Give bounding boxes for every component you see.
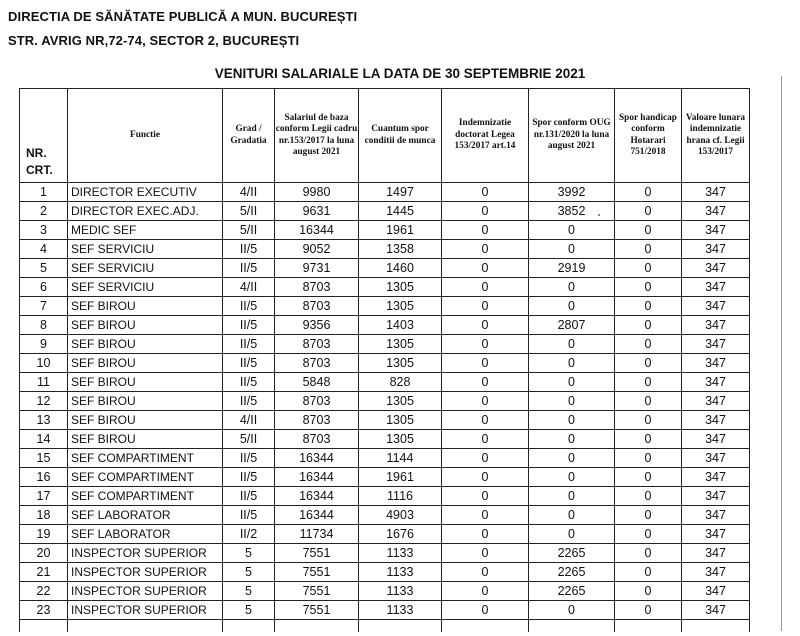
cell-nr: 13 [20,411,68,430]
cell-spor-oug: 0 [529,240,615,259]
cell-spor-conditii: 1305 [359,354,442,373]
cell-salariu: 7551 [275,601,359,620]
cell-spor-conditii: 1305 [359,335,442,354]
table-row [20,487,750,506]
cell-nr: 20 [20,544,68,563]
salary-table-container [19,88,749,632]
cell-salariu: 8703 [275,278,359,297]
cell-spor-oug: 2807 [529,316,615,335]
table-row [20,221,750,240]
cell-spor-conditii: 1305 [359,430,442,449]
cell-spor-handicap: 0 [615,297,682,316]
cell-hrana: 347 [682,259,750,278]
cell-hrana: 347 [682,430,750,449]
table-row [20,392,750,411]
cutoff-cell [682,620,750,633]
cell-spor-conditii: 1961 [359,468,442,487]
cutoff-cell [529,620,615,633]
cell-functie: INSPECTOR SUPERIOR [68,563,223,582]
cell-grad: II/5 [223,354,275,373]
header-indemnizatie-doctorat: Indemnizatie doctorat Legea 153/2017 art.14 [442,89,529,183]
cell-hrana: 347 [682,335,750,354]
cell-indemnizatie: 0 [442,601,529,620]
cell-spor-oug: 3992 [529,183,615,202]
cell-indemnizatie: 0 [442,183,529,202]
cell-nr: 12 [20,392,68,411]
cell-grad: II/5 [223,240,275,259]
cutoff-cell [20,620,68,633]
cell-spor-oug: 0 [529,278,615,297]
cell-nr: 10 [20,354,68,373]
cell-salariu: 5848 [275,373,359,392]
cell-functie: SEF BIROU [68,373,223,392]
cell-indemnizatie: 0 [442,240,529,259]
cell-salariu: 8703 [275,335,359,354]
cell-functie: DIRECTOR EXECUTIV [68,183,223,202]
cell-indemnizatie: 0 [442,506,529,525]
cell-functie: DIRECTOR EXEC.ADJ. [68,202,223,221]
cell-spor-oug: 0 [529,335,615,354]
cell-grad: 5 [223,601,275,620]
cell-nr: 7 [20,297,68,316]
cutoff-cell [68,620,223,633]
cell-spor-conditii: 1116 [359,487,442,506]
cell-hrana: 347 [682,392,750,411]
cell-functie: SEF BIROU [68,297,223,316]
cell-spor-conditii: 1358 [359,240,442,259]
cell-salariu: 16344 [275,221,359,240]
cell-hrana: 347 [682,183,750,202]
cell-grad: 5/II [223,202,275,221]
cell-spor-oug: 0 [529,297,615,316]
cell-hrana: 347 [682,487,750,506]
cell-spor-conditii: 1961 [359,221,442,240]
cell-hrana: 347 [682,297,750,316]
table-row [20,240,750,259]
cell-hrana: 347 [682,240,750,259]
cell-spor-handicap: 0 [615,354,682,373]
cell-indemnizatie: 0 [442,544,529,563]
cell-functie: SEF BIROU [68,430,223,449]
cell-spor-handicap: 0 [615,221,682,240]
cell-indemnizatie: 0 [442,563,529,582]
cell-spor-handicap: 0 [615,278,682,297]
cell-functie: SEF BIROU [68,392,223,411]
cell-indemnizatie: 0 [442,278,529,297]
cell-spor-handicap: 0 [615,373,682,392]
cell-hrana: 347 [682,506,750,525]
cell-indemnizatie: 0 [442,373,529,392]
cell-functie: SEF LABORATOR [68,506,223,525]
institution-address: STR. AVRIG NR,72-74, SECTOR 2, BUCUREȘTI [8,33,300,48]
cell-spor-conditii: 1403 [359,316,442,335]
table-row [20,259,750,278]
cutoff-cell [359,620,442,633]
cell-spor-conditii: 1133 [359,582,442,601]
cell-salariu: 9980 [275,183,359,202]
cell-nr: 18 [20,506,68,525]
cell-hrana: 347 [682,449,750,468]
header-functie: Functie [68,89,223,183]
cell-spor-handicap: 0 [615,468,682,487]
cell-grad: 5 [223,563,275,582]
table-row [20,601,750,620]
table-row [20,468,750,487]
cell-nr: 1 [20,183,68,202]
cell-functie: SEF SERVICIU [68,240,223,259]
cell-functie: SEF BIROU [68,354,223,373]
cell-spor-conditii: 1305 [359,411,442,430]
cell-grad: II/5 [223,335,275,354]
cell-spor-conditii: 1497 [359,183,442,202]
table-row [20,430,750,449]
table-row [20,354,750,373]
cell-functie: SEF COMPARTIMENT [68,449,223,468]
table-body [20,183,750,633]
cell-salariu: 9731 [275,259,359,278]
cell-salariu: 9631 [275,202,359,221]
cell-spor-oug: 0 [529,525,615,544]
institution-name: DIRECTIA DE SĂNĂTATE PUBLICĂ A MUN. BUCUREȘTI [8,9,358,24]
cell-spor-handicap: 0 [615,335,682,354]
header-spor-handicap: Spor handicap conform Hotarari 751/2018 [615,89,682,183]
cell-salariu: 7551 [275,544,359,563]
cell-spor-oug: 2265 [529,563,615,582]
cutoff-cell [615,620,682,633]
cell-hrana: 347 [682,563,750,582]
cell-indemnizatie: 0 [442,259,529,278]
cell-indemnizatie: 0 [442,582,529,601]
table-row [20,411,750,430]
cell-grad: 4/II [223,278,275,297]
cell-spor-handicap: 0 [615,183,682,202]
cell-indemnizatie: 0 [442,316,529,335]
cell-spor-handicap: 0 [615,259,682,278]
cell-grad: 5/II [223,221,275,240]
table-row [20,506,750,525]
table-row [20,582,750,601]
header-spor-conditii: Cuantum spor conditii de munca [359,89,442,183]
cell-grad: 4/II [223,411,275,430]
cell-spor-oug: 0 [529,468,615,487]
cell-spor-conditii: 1144 [359,449,442,468]
cell-salariu: 8703 [275,392,359,411]
cell-nr: 17 [20,487,68,506]
table-row [20,183,750,202]
table-row [20,297,750,316]
cell-spor-handicap: 0 [615,487,682,506]
cell-nr: 16 [20,468,68,487]
cell-indemnizatie: 0 [442,468,529,487]
cell-salariu: 7551 [275,582,359,601]
cell-functie: SEF LABORATOR [68,525,223,544]
cell-indemnizatie: 0 [442,430,529,449]
cell-salariu: 8703 [275,430,359,449]
cell-spor-handicap: 0 [615,411,682,430]
cell-salariu: 9356 [275,316,359,335]
cell-salariu: 8703 [275,297,359,316]
cell-spor-conditii: 1460 [359,259,442,278]
cell-nr: 4 [20,240,68,259]
cell-spor-conditii: 1445 [359,202,442,221]
cell-indemnizatie: 0 [442,221,529,240]
cell-hrana: 347 [682,468,750,487]
scan-edge-line [781,76,782,631]
table-row [20,316,750,335]
cell-salariu: 16344 [275,506,359,525]
cutoff-cell [223,620,275,633]
cell-spor-conditii: 1305 [359,392,442,411]
cell-nr: 23 [20,601,68,620]
cell-grad: II/5 [223,487,275,506]
cell-spor-oug: 2265 [529,582,615,601]
cell-spor-oug: 0 [529,449,615,468]
cell-grad: 4/II [223,183,275,202]
cell-nr: 6 [20,278,68,297]
cell-indemnizatie: 0 [442,392,529,411]
cell-spor-conditii: 1676 [359,525,442,544]
table-row-cutoff [20,620,750,633]
cell-functie: SEF COMPARTIMENT [68,468,223,487]
cell-salariu: 16344 [275,468,359,487]
table-row [20,563,750,582]
cell-spor-oug: 0 [529,601,615,620]
cell-grad: II/5 [223,506,275,525]
cell-grad: II/5 [223,259,275,278]
cell-indemnizatie: 0 [442,449,529,468]
header-nr-crt: NR. CRT. [20,89,68,183]
table-row [20,544,750,563]
cell-spor-oug: 0 [529,487,615,506]
cell-functie: SEF SERVICIU [68,278,223,297]
cell-grad: II/5 [223,449,275,468]
cell-spor-oug: 0 [529,411,615,430]
cell-spor-oug: 2265 [529,544,615,563]
cell-spor-oug: 0 [529,354,615,373]
cell-grad: II/5 [223,468,275,487]
table-row [20,449,750,468]
cell-nr: 21 [20,563,68,582]
cell-spor-oug: 0 [529,430,615,449]
cell-functie: SEF COMPARTIMENT [68,487,223,506]
header-grad: Grad / Gradatia [223,89,275,183]
cell-spor-handicap: 0 [615,392,682,411]
cell-functie: SEF BIROU [68,411,223,430]
cell-spor-handicap: 0 [615,430,682,449]
cell-grad: 5 [223,582,275,601]
cell-salariu: 8703 [275,354,359,373]
cell-spor-handicap: 0 [615,582,682,601]
cell-salariu: 16344 [275,487,359,506]
cell-hrana: 347 [682,202,750,221]
cell-spor-conditii: 1305 [359,278,442,297]
cell-hrana: 347 [682,582,750,601]
header-indemnizatie-hrana: Valoare lunara indemnizatie hrana cf. Legii 153/2017 [682,89,750,183]
cell-functie: INSPECTOR SUPERIOR [68,601,223,620]
cutoff-cell [442,620,529,633]
cell-spor-oug: 0 [529,392,615,411]
cell-spor-oug: 0 [529,373,615,392]
cell-spor-oug: 0 [529,221,615,240]
cell-nr: 11 [20,373,68,392]
cell-nr: 3 [20,221,68,240]
header-spor-oug: Spor conform OUG nr.131/2020 la luna august 2021 [529,89,615,183]
cell-spor-conditii: 1133 [359,544,442,563]
cell-salariu: 16344 [275,449,359,468]
cell-hrana: 347 [682,316,750,335]
cell-nr: 9 [20,335,68,354]
cell-hrana: 347 [682,278,750,297]
cell-spor-handicap: 0 [615,506,682,525]
cell-grad: II/5 [223,373,275,392]
cell-hrana: 347 [682,354,750,373]
table-row [20,373,750,392]
cutoff-cell [275,620,359,633]
cell-salariu: 11734 [275,525,359,544]
cell-nr: 8 [20,316,68,335]
cell-spor-conditii: 1133 [359,601,442,620]
cell-spor-handicap: 0 [615,544,682,563]
cell-spor-handicap: 0 [615,563,682,582]
cell-indemnizatie: 0 [442,411,529,430]
cell-functie: SEF SERVICIU [68,259,223,278]
cell-spor-handicap: 0 [615,202,682,221]
cell-functie: INSPECTOR SUPERIOR [68,544,223,563]
cell-salariu: 7551 [275,563,359,582]
cell-indemnizatie: 0 [442,354,529,373]
cell-hrana: 347 [682,544,750,563]
cell-functie: INSPECTOR SUPERIOR [68,582,223,601]
table-row [20,525,750,544]
cell-grad: 5/II [223,430,275,449]
cell-hrana: 347 [682,221,750,240]
cell-nr: 15 [20,449,68,468]
cell-spor-conditii: 828 [359,373,442,392]
cell-spor-oug: 0 [529,506,615,525]
cell-functie: SEF BIROU [68,316,223,335]
cell-nr: 5 [20,259,68,278]
cell-hrana: 347 [682,525,750,544]
cell-functie: SEF BIROU [68,335,223,354]
cell-indemnizatie: 0 [442,335,529,354]
document-title: VENITURI SALARIALE LA DATA DE 30 SEPTEMBRIE 2021 [214,66,586,81]
table-row [20,278,750,297]
cell-spor-handicap: 0 [615,316,682,335]
cell-grad: II/5 [223,297,275,316]
table-row [20,335,750,354]
salary-table [19,88,750,632]
cell-spor-handicap: 0 [615,601,682,620]
cell-spor-oug: 3852 [529,202,615,221]
cell-nr: 22 [20,582,68,601]
cell-spor-conditii: 1133 [359,563,442,582]
table-row [20,202,750,221]
header-salariu-baza: Salariul de baza conform Legii cadru nr.153/2017 la luna august 2021 [275,89,359,183]
cell-spor-handicap: 0 [615,449,682,468]
cell-spor-handicap: 0 [615,525,682,544]
cell-spor-conditii: 4903 [359,506,442,525]
cell-indemnizatie: 0 [442,487,529,506]
cell-spor-handicap: 0 [615,240,682,259]
cell-hrana: 347 [682,601,750,620]
cell-grad: II/5 [223,392,275,411]
cell-grad: II/2 [223,525,275,544]
cell-nr: 19 [20,525,68,544]
cell-indemnizatie: 0 [442,202,529,221]
cell-functie: MEDIC SEF [68,221,223,240]
cell-spor-conditii: 1305 [359,297,442,316]
cell-hrana: 347 [682,411,750,430]
cell-salariu: 9052 [275,240,359,259]
cell-nr: 14 [20,430,68,449]
cell-grad: 5 [223,544,275,563]
cell-spor-oug: 2919 [529,259,615,278]
cell-hrana: 347 [682,373,750,392]
cell-indemnizatie: 0 [442,297,529,316]
cell-grad: II/5 [223,316,275,335]
cell-nr: 2 [20,202,68,221]
cell-indemnizatie: 0 [442,525,529,544]
cell-salariu: 8703 [275,411,359,430]
